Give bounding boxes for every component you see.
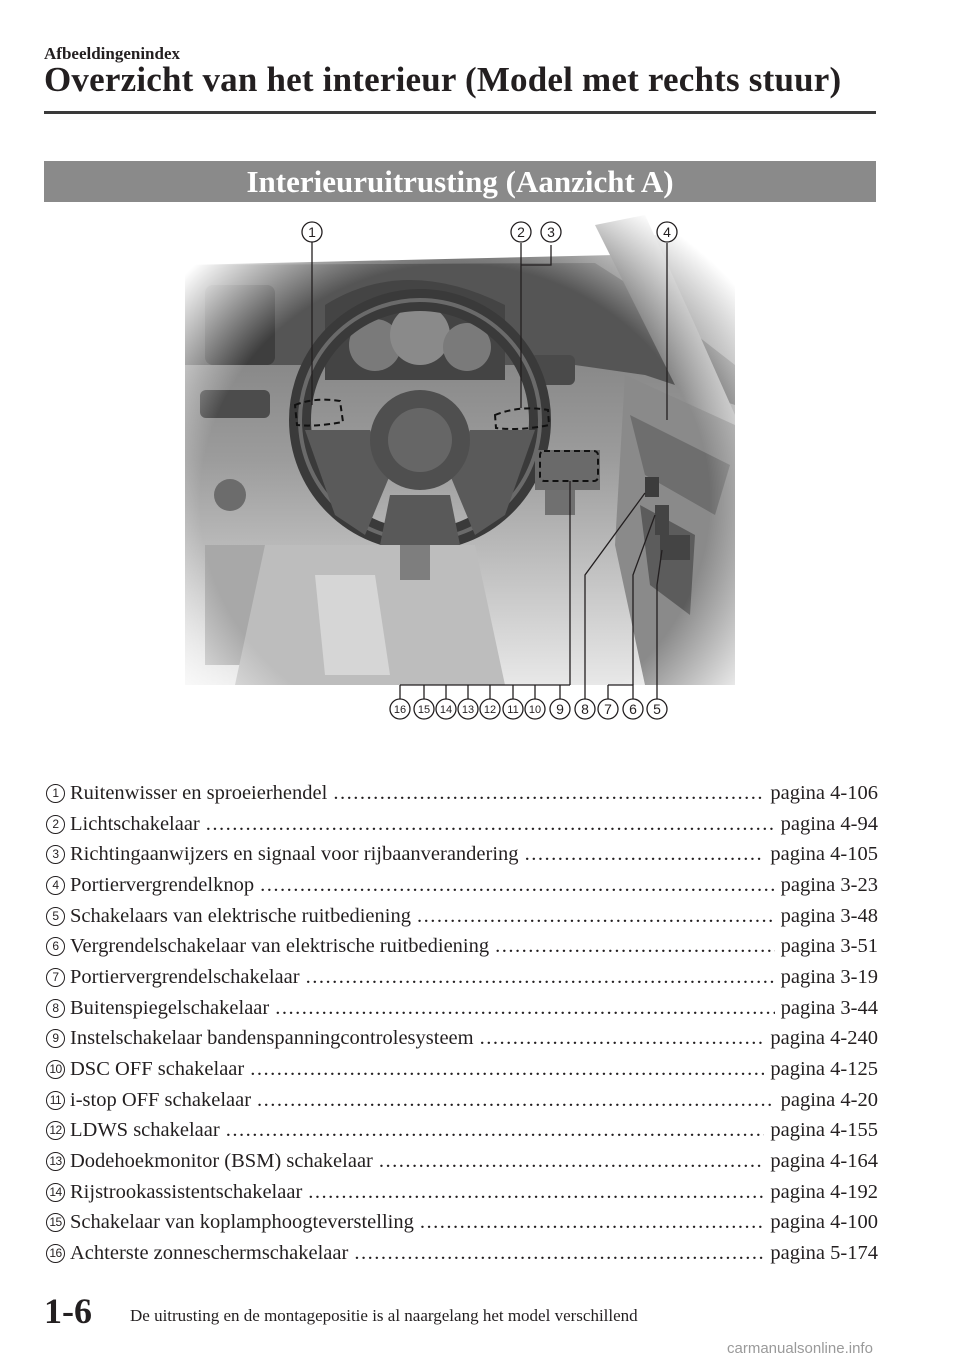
item-number: 9 [46,1029,65,1048]
item-label: Lichtschakelaar [70,812,200,835]
item-label: DSC OFF schakelaar [70,1058,245,1081]
list-item [44,1085,878,1116]
callout-11-label: 11 [507,704,519,716]
page-reference[interactable]: pagina 4-20 [780,1088,878,1111]
callout-14-label: 14 [439,704,453,716]
list-item [44,1238,878,1269]
dot-leader [379,1150,765,1173]
callout-3 [541,222,561,242]
item-label: Rijstrookassistentschakelaar [70,1180,303,1203]
dot-leader [308,1181,764,1204]
list-item [44,1116,878,1147]
item-number: 16 [46,1244,65,1263]
item-label: i-stop OFF schakelaar [70,1088,252,1111]
list-item [44,870,878,901]
dot-leader [275,997,774,1020]
title-divider [44,111,876,114]
dot-leader [333,782,764,805]
list-item [44,839,878,870]
item-label: Ruitenwisser en sproeierhendel [70,781,328,804]
callout-7 [598,699,618,719]
page-reference[interactable]: pagina 4-240 [770,1027,878,1050]
item-number: 4 [46,876,65,895]
item-label: Achterste zonneschermschakelaar [70,1242,349,1265]
item-number: 3 [46,845,65,864]
callout-8 [575,699,595,719]
item-label: Schakelaars van elektrische ruitbediening [70,904,411,927]
dot-leader [250,1058,764,1081]
list-item [44,1208,878,1239]
dot-leader [354,1242,764,1265]
callout-15-label: 15 [417,704,431,716]
page-reference[interactable]: pagina 4-125 [770,1058,878,1081]
page-reference[interactable]: pagina 4-106 [770,781,878,804]
callout-5 [647,699,667,719]
callout-2-label: 2 [517,224,525,240]
page-reference[interactable]: pagina 4-105 [770,843,878,866]
item-label: Portiervergrendelknop [70,873,255,896]
callout-16 [390,699,410,719]
callout-4 [657,222,677,242]
callout-4-label: 4 [663,224,671,240]
callout-16-label: 16 [393,704,407,716]
dot-leader [260,874,775,897]
callout-3-label: 3 [547,224,555,240]
page-title: Overzicht van het interieur (Model met rechts stuur) [44,60,842,99]
callout-6-label: 6 [629,701,637,717]
item-label: LDWS schakelaar [70,1119,220,1142]
item-number: 1 [46,784,65,803]
callout-13-label: 13 [461,704,475,716]
item-number: 11 [46,1091,65,1110]
page-number: 1-6 [44,1291,92,1331]
callout-11 [503,699,523,719]
item-number: 2 [46,815,65,834]
page-reference[interactable]: pagina 4-155 [770,1119,878,1142]
item-label: Buitenspiegelschakelaar [70,996,270,1019]
callout-7-label: 7 [604,701,612,717]
callout-9 [550,699,570,719]
item-number: 14 [46,1183,65,1202]
interior-illustration [175,215,735,735]
callout-10 [525,699,545,719]
dot-leader [525,843,765,866]
item-label: Vergrendelschakelaar van elektrische ruitbediening [70,935,490,958]
callout-2 [511,222,531,242]
callout-6 [623,699,643,719]
section-label: Afbeeldingenindex [44,44,181,63]
callout-10-label: 10 [528,704,542,716]
page-reference[interactable]: pagina 4-192 [770,1180,878,1203]
callout-1 [302,222,322,242]
item-label: Instelschakelaar bandenspanningcontrolesysteem [70,1027,474,1050]
list-item [44,778,878,809]
callout-13 [458,699,478,719]
dot-leader [306,966,775,989]
page-reference[interactable]: pagina 4-94 [780,812,878,835]
component-list [44,778,878,1269]
callout-8-label: 8 [581,701,589,717]
page-reference[interactable]: pagina 5-174 [770,1242,878,1265]
item-label: Richtingaanwijzers en signaal voor rijbaanverandering [70,843,519,866]
dot-leader [480,1027,765,1050]
item-label: Portiervergrendelschakelaar [70,965,300,988]
item-number: 15 [46,1213,65,1232]
callout-1-label: 1 [308,224,316,240]
item-label: Schakelaar van koplamphoogteverstelling [70,1211,414,1234]
dot-leader [226,1119,765,1142]
watermark: carmanualsonline.info [727,1340,873,1357]
item-number: 12 [46,1121,65,1140]
item-label: Dodehoekmonitor (BSM) schakelaar [70,1150,373,1173]
item-number: 13 [46,1152,65,1171]
page-reference[interactable]: pagina 3-51 [780,935,878,958]
page-reference[interactable]: pagina 3-48 [780,904,878,927]
item-number: 5 [46,907,65,926]
dot-leader [495,935,775,958]
list-item [44,993,878,1024]
dot-leader [420,1211,765,1234]
page-reference[interactable]: pagina 4-164 [770,1150,878,1173]
page-reference[interactable]: pagina 4-100 [770,1211,878,1234]
list-item [44,1054,878,1085]
item-number: 10 [46,1060,65,1079]
list-item [44,1024,878,1055]
list-item [44,962,878,993]
page-reference[interactable]: pagina 3-23 [780,873,878,896]
list-item [44,1177,878,1208]
page-reference[interactable]: pagina 3-44 [780,996,878,1019]
view-banner: Interieuruitrusting (Aanzicht A) [44,161,876,202]
item-number: 6 [46,937,65,956]
list-item [44,901,878,932]
dot-leader [206,813,775,836]
callout-14 [436,699,456,719]
list-item [44,931,878,962]
callout-5-label: 5 [653,701,661,717]
page-reference[interactable]: pagina 3-19 [780,965,878,988]
callout-15 [414,699,434,719]
callout-9-label: 9 [556,701,564,717]
item-number: 8 [46,999,65,1018]
item-number: 7 [46,968,65,987]
dashboard-scene [175,215,735,735]
list-item [44,1146,878,1177]
footer-note: De uitrusting en de montagepositie is al naargelang het model verschillend [130,1306,638,1325]
list-item [44,809,878,840]
dot-leader [257,1089,775,1112]
dot-leader [417,905,775,928]
callout-12-label: 12 [483,704,497,716]
callout-12 [480,699,500,719]
